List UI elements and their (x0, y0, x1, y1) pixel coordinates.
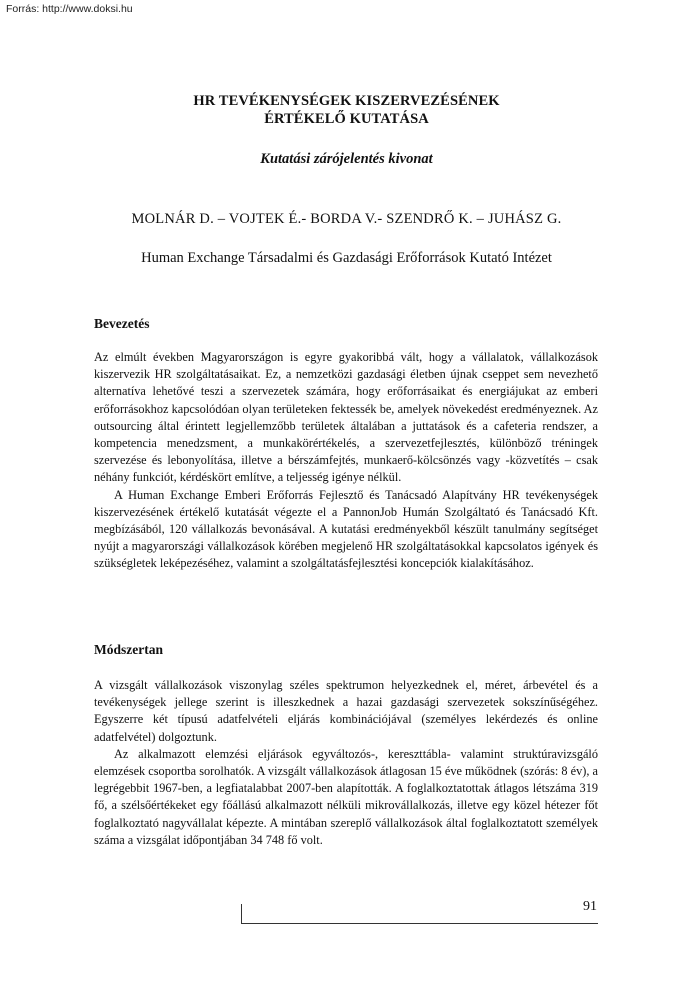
paragraph: Az alkalmazott elemzési eljárások egyváltozós-, kereszttábla- valamint struktúravizsgáló elemzések csoportba sorolhatók. A vizsgált vállalkozások átlagosan 15 éve működnek (szórás: 8 év), a legrégebbit 1967-ben, a legfiatalabbat 2007-ben alapították. A foglalkoztatottak átlagos létszáma 319 fő, a szélsőértékeket egy főállású alkalmazott nélküli mikrovállalkozás, illetve egy közel hétezer főt foglalkoztató nagyvállalat képezte. A mintában szereplő vállalkozások által foglalkoztatott személyek száma a vizsgálat időpontjában 34 748 fő volt. (94, 746, 598, 847)
source-url: Forrás: http://www.doksi.hu (6, 3, 133, 15)
section-heading-methodology: Módszertan (94, 642, 163, 657)
section-heading-introduction: Bevezetés (94, 316, 150, 331)
document-subtitle: Kutatási zárójelentés kivonat (260, 151, 433, 167)
title-line-1: HR TEVÉKENYSÉGEK KISZERVEZÉSÉNEK (193, 93, 500, 109)
authors: MOLNÁR D. – VOJTEK É.- BORDA V.- SZENDRŐ K. – JUHÁSZ G. (131, 211, 562, 227)
footer-rule-horizontal (241, 923, 598, 924)
page-number: 91 (583, 899, 597, 914)
paragraph: Az elmúlt években Magyarországon is egyre gyakoribbá vált, hogy a vállalatok, vállalkozások kiszervezik HR szolgáltatásaikat. Ez, a nemzetközi gazdasági életben újnak cseppet sem nevezhető alternatíva lehetővé teszi a szervezetek számára, hogy erőforrásaikat és energiájukat az emberi erőforrásokhoz kapcsolódóan olyan területeken fektessék be, amelyek növekedést eredményeznek. Az outsourcing által érintett legjellemzőbb területek általában a juttatások és a cafeteria rendszer, a kompetencia menedzsment, a munkakörértékelés, a szervezetfejlesztés, különböző tréningek szervezése és lebonyolítása, illetve a bérszámfejtés, munkaerő-kölcsönzés vagy -közvetítés – csak néhány funkciót, kérdéskört említve, a teljesség igénye nélkül. (94, 350, 598, 485)
document-title (0, 92, 693, 128)
paragraph: A vizsgált vállalkozások viszonylag széles spektrumon helyezkednek el, méret, árbevétel és a tevékenységek jellege szerint is illeszkednek a hazai gazdasági szervezetek sokszínűségéhez. Egyszerre két típusú adatfelvételi eljárás kombinációjával (személyes lekérdezés és online adatfelvétel) dolgoztunk. (94, 678, 598, 744)
footer-rule-vertical (241, 904, 242, 924)
section-body-introduction (94, 349, 598, 573)
paragraph: A Human Exchange Emberi Erőforrás Fejlesztő és Tanácsadó Alapítvány HR tevékenységek kiszervezésének értékelő kutatását végezte el a PannonJob Humán Szolgáltató és Tanácsadó Kft. megbízásából, 120 vállalkozás bevonásával. A kutatási eredményekből készült tanulmány segítséget nyújt a magyarországi vállalkozások körében megjelenő HR szolgáltatásokkal kapcsolatos igények és szükségletek leképezéséhez, valamint a szolgáltatásfejlesztési koncepciók kialakításához. (94, 487, 598, 571)
title-line-2: ÉRTÉKELŐ KUTATÁSA (264, 111, 429, 127)
section-body-methodology (94, 677, 598, 849)
institute: Human Exchange Társadalmi és Gazdasági Erőforrások Kutató Intézet (141, 250, 552, 266)
